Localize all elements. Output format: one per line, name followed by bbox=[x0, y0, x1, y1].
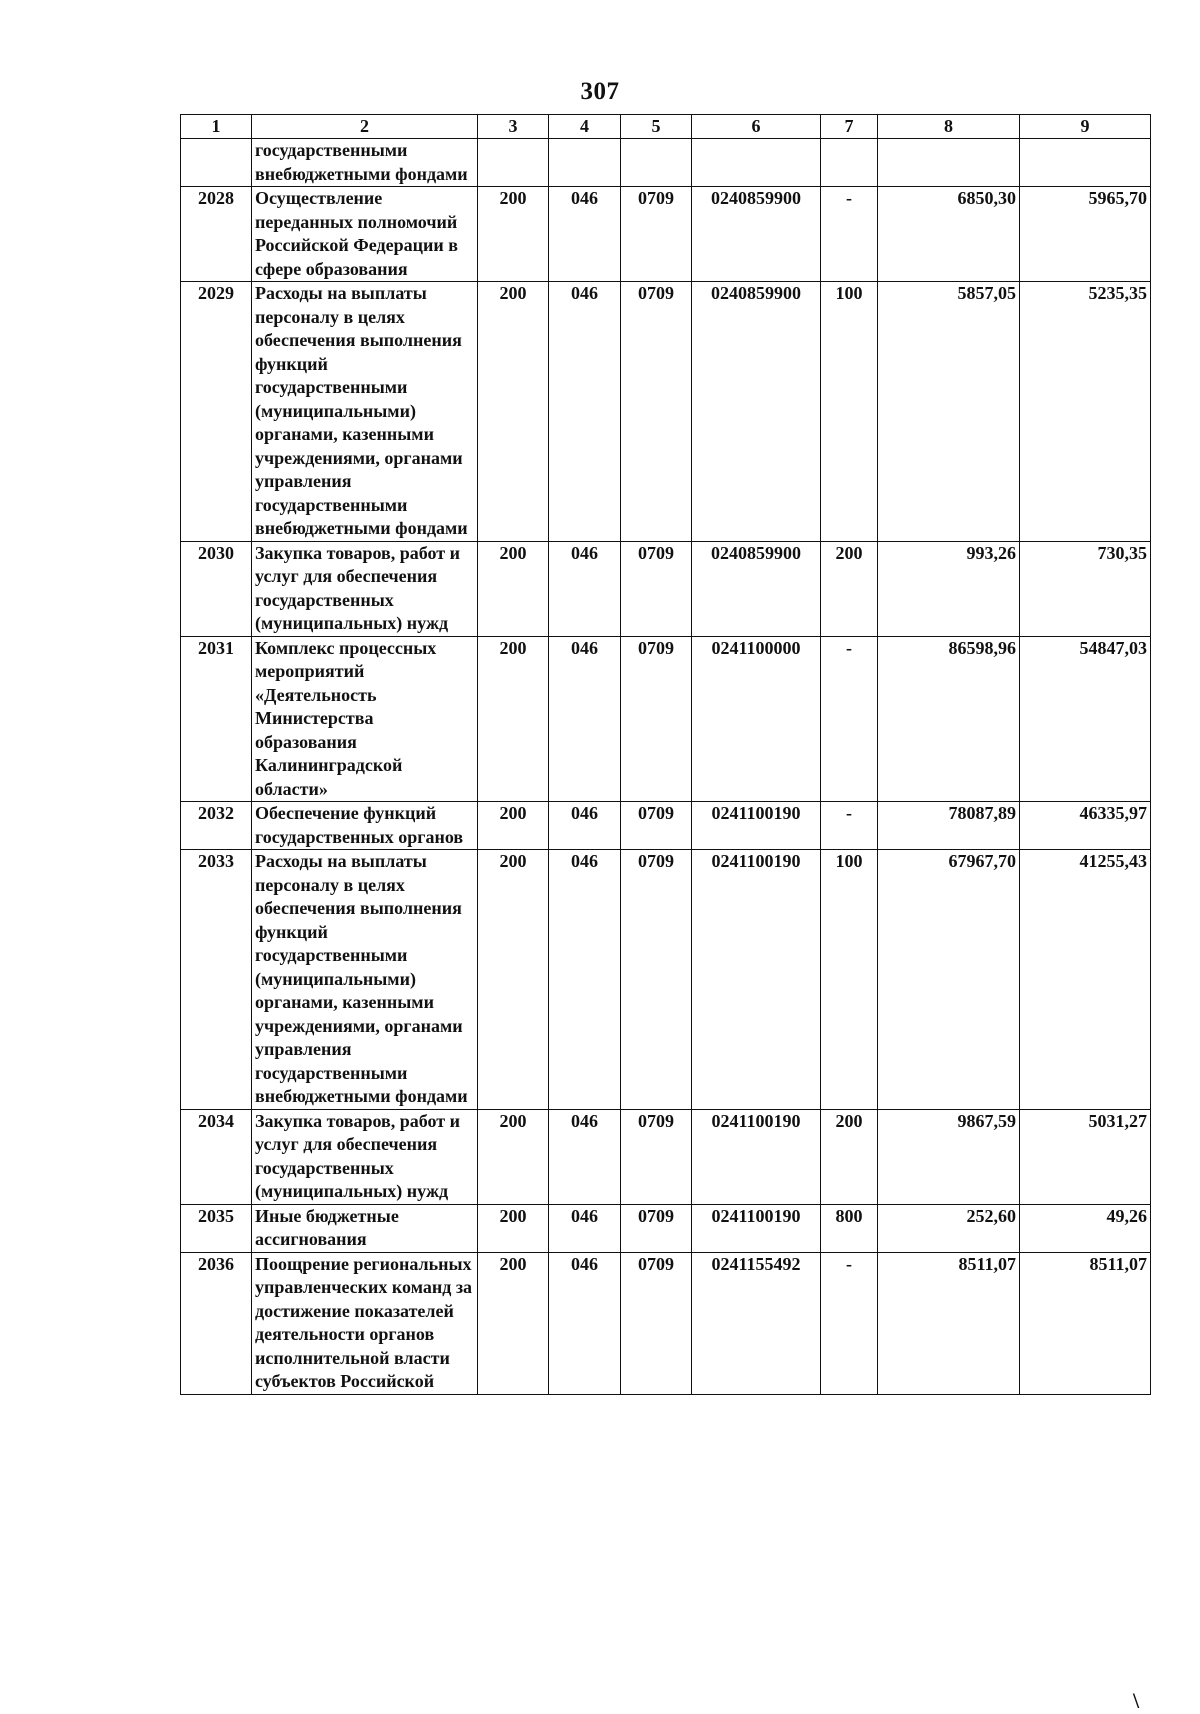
row-description: Закупка товаров, работ и услуг для обеспечения государственных (муниципальных) нужд bbox=[252, 541, 478, 636]
column-header: 5 bbox=[621, 115, 692, 139]
cell-col6: 0241100190 bbox=[692, 1204, 821, 1252]
column-header: 3 bbox=[478, 115, 549, 139]
cell-col7 bbox=[821, 139, 878, 187]
table-header-row bbox=[181, 115, 1151, 139]
row-number bbox=[181, 139, 252, 187]
cell-col8 bbox=[878, 139, 1020, 187]
cell-col3: 200 bbox=[478, 850, 549, 1110]
cell-col5: 0709 bbox=[621, 282, 692, 542]
column-header: 1 bbox=[181, 115, 252, 139]
table-row bbox=[181, 636, 1151, 802]
row-number: 2028 bbox=[181, 187, 252, 282]
cell-col4: 046 bbox=[549, 541, 621, 636]
cell-col6: 0240859900 bbox=[692, 541, 821, 636]
cell-col5: 0709 bbox=[621, 802, 692, 850]
table-row bbox=[181, 187, 1151, 282]
column-header: 6 bbox=[692, 115, 821, 139]
cell-col4: 046 bbox=[549, 636, 621, 802]
row-description: государственными внебюджетными фондами bbox=[252, 139, 478, 187]
cell-col9: 5235,35 bbox=[1020, 282, 1151, 542]
column-header: 9 bbox=[1020, 115, 1151, 139]
row-number: 2036 bbox=[181, 1252, 252, 1394]
cell-col8: 5857,05 bbox=[878, 282, 1020, 542]
column-header: 7 bbox=[821, 115, 878, 139]
table-row bbox=[181, 1252, 1151, 1394]
cell-col9: 5031,27 bbox=[1020, 1109, 1151, 1204]
cell-col4: 046 bbox=[549, 187, 621, 282]
row-number: 2031 bbox=[181, 636, 252, 802]
cell-col7: - bbox=[821, 636, 878, 802]
row-description: Расходы на выплаты персоналу в целях обеспечения выполнения функций государственными (муниципальными) органами, казенными учреждениями, органами управления государственными внебюджетными фондами bbox=[252, 850, 478, 1110]
cell-col5: 0709 bbox=[621, 541, 692, 636]
table-row bbox=[181, 541, 1151, 636]
cell-col8: 9867,59 bbox=[878, 1109, 1020, 1204]
row-description: Осуществление переданных полномочий Российской Федерации в сфере образования bbox=[252, 187, 478, 282]
table-row bbox=[181, 1204, 1151, 1252]
cell-col4: 046 bbox=[549, 1252, 621, 1394]
budget-table bbox=[180, 114, 1151, 1395]
cell-col8: 252,60 bbox=[878, 1204, 1020, 1252]
cell-col7: - bbox=[821, 1252, 878, 1394]
cell-col5: 0709 bbox=[621, 1109, 692, 1204]
cell-col6: 0241155492 bbox=[692, 1252, 821, 1394]
cell-col9: 8511,07 bbox=[1020, 1252, 1151, 1394]
table-row bbox=[181, 282, 1151, 542]
cell-col8: 993,26 bbox=[878, 541, 1020, 636]
cell-col6: 0241100000 bbox=[692, 636, 821, 802]
page-number: 307 bbox=[580, 78, 620, 105]
table-row bbox=[181, 802, 1151, 850]
row-description: Расходы на выплаты персоналу в целях обеспечения выполнения функций государственными (муниципальными) органами, казенными учреждениями, органами управления государственными внебюджетными фондами bbox=[252, 282, 478, 542]
cell-col4: 046 bbox=[549, 282, 621, 542]
cell-col3 bbox=[478, 139, 549, 187]
cell-col9: 49,26 bbox=[1020, 1204, 1151, 1252]
cell-col8: 8511,07 bbox=[878, 1252, 1020, 1394]
row-number: 2030 bbox=[181, 541, 252, 636]
cell-col7: 100 bbox=[821, 282, 878, 542]
cell-col3: 200 bbox=[478, 187, 549, 282]
cell-col4: 046 bbox=[549, 1109, 621, 1204]
cell-col8: 67967,70 bbox=[878, 850, 1020, 1110]
cell-col4: 046 bbox=[549, 850, 621, 1110]
cell-col9: 46335,97 bbox=[1020, 802, 1151, 850]
cell-col7: 800 bbox=[821, 1204, 878, 1252]
row-number: 2034 bbox=[181, 1109, 252, 1204]
cell-col6: 0241100190 bbox=[692, 802, 821, 850]
cell-col6: 0240859900 bbox=[692, 282, 821, 542]
cell-col9: 5965,70 bbox=[1020, 187, 1151, 282]
cell-col9: 41255,43 bbox=[1020, 850, 1151, 1110]
row-number: 2029 bbox=[181, 282, 252, 542]
cell-col9 bbox=[1020, 139, 1151, 187]
cell-col3: 200 bbox=[478, 541, 549, 636]
cell-col6: 0241100190 bbox=[692, 850, 821, 1110]
cell-col7: 100 bbox=[821, 850, 878, 1110]
table-row bbox=[181, 1109, 1151, 1204]
cell-col3: 200 bbox=[478, 282, 549, 542]
cell-col3: 200 bbox=[478, 636, 549, 802]
cell-col4: 046 bbox=[549, 802, 621, 850]
cell-col7: - bbox=[821, 187, 878, 282]
cell-col3: 200 bbox=[478, 802, 549, 850]
cell-col7: 200 bbox=[821, 1109, 878, 1204]
cell-col3: 200 bbox=[478, 1204, 549, 1252]
row-number: 2035 bbox=[181, 1204, 252, 1252]
row-description: Комплекс процессных мероприятий «Деятельность Министерства образования Калининградской области» bbox=[252, 636, 478, 802]
cell-col5 bbox=[621, 139, 692, 187]
column-header: 4 bbox=[549, 115, 621, 139]
row-description: Обеспечение функций государственных органов bbox=[252, 802, 478, 850]
corner-mark: \ bbox=[1133, 1688, 1140, 1713]
cell-col6: 0240859900 bbox=[692, 187, 821, 282]
cell-col7: 200 bbox=[821, 541, 878, 636]
table-row bbox=[181, 850, 1151, 1110]
cell-col5: 0709 bbox=[621, 1252, 692, 1394]
cell-col9: 54847,03 bbox=[1020, 636, 1151, 802]
cell-col9: 730,35 bbox=[1020, 541, 1151, 636]
row-number: 2032 bbox=[181, 802, 252, 850]
cell-col5: 0709 bbox=[621, 636, 692, 802]
row-description: Поощрение региональных управленческих команд за достижение показателей деятельности органов исполнительной власти субъектов Российской bbox=[252, 1252, 478, 1394]
cell-col3: 200 bbox=[478, 1252, 549, 1394]
row-description: Закупка товаров, работ и услуг для обеспечения государственных (муниципальных) нужд bbox=[252, 1109, 478, 1204]
cell-col6 bbox=[692, 139, 821, 187]
cell-col5: 0709 bbox=[621, 850, 692, 1110]
row-number: 2033 bbox=[181, 850, 252, 1110]
cell-col3: 200 bbox=[478, 1109, 549, 1204]
cell-col8: 86598,96 bbox=[878, 636, 1020, 802]
column-header: 8 bbox=[878, 115, 1020, 139]
table-row bbox=[181, 139, 1151, 187]
cell-col4 bbox=[549, 139, 621, 187]
cell-col5: 0709 bbox=[621, 187, 692, 282]
cell-col8: 6850,30 bbox=[878, 187, 1020, 282]
cell-col5: 0709 bbox=[621, 1204, 692, 1252]
row-description: Иные бюджетные ассигнования bbox=[252, 1204, 478, 1252]
cell-col8: 78087,89 bbox=[878, 802, 1020, 850]
cell-col6: 0241100190 bbox=[692, 1109, 821, 1204]
cell-col7: - bbox=[821, 802, 878, 850]
cell-col4: 046 bbox=[549, 1204, 621, 1252]
column-header: 2 bbox=[252, 115, 478, 139]
